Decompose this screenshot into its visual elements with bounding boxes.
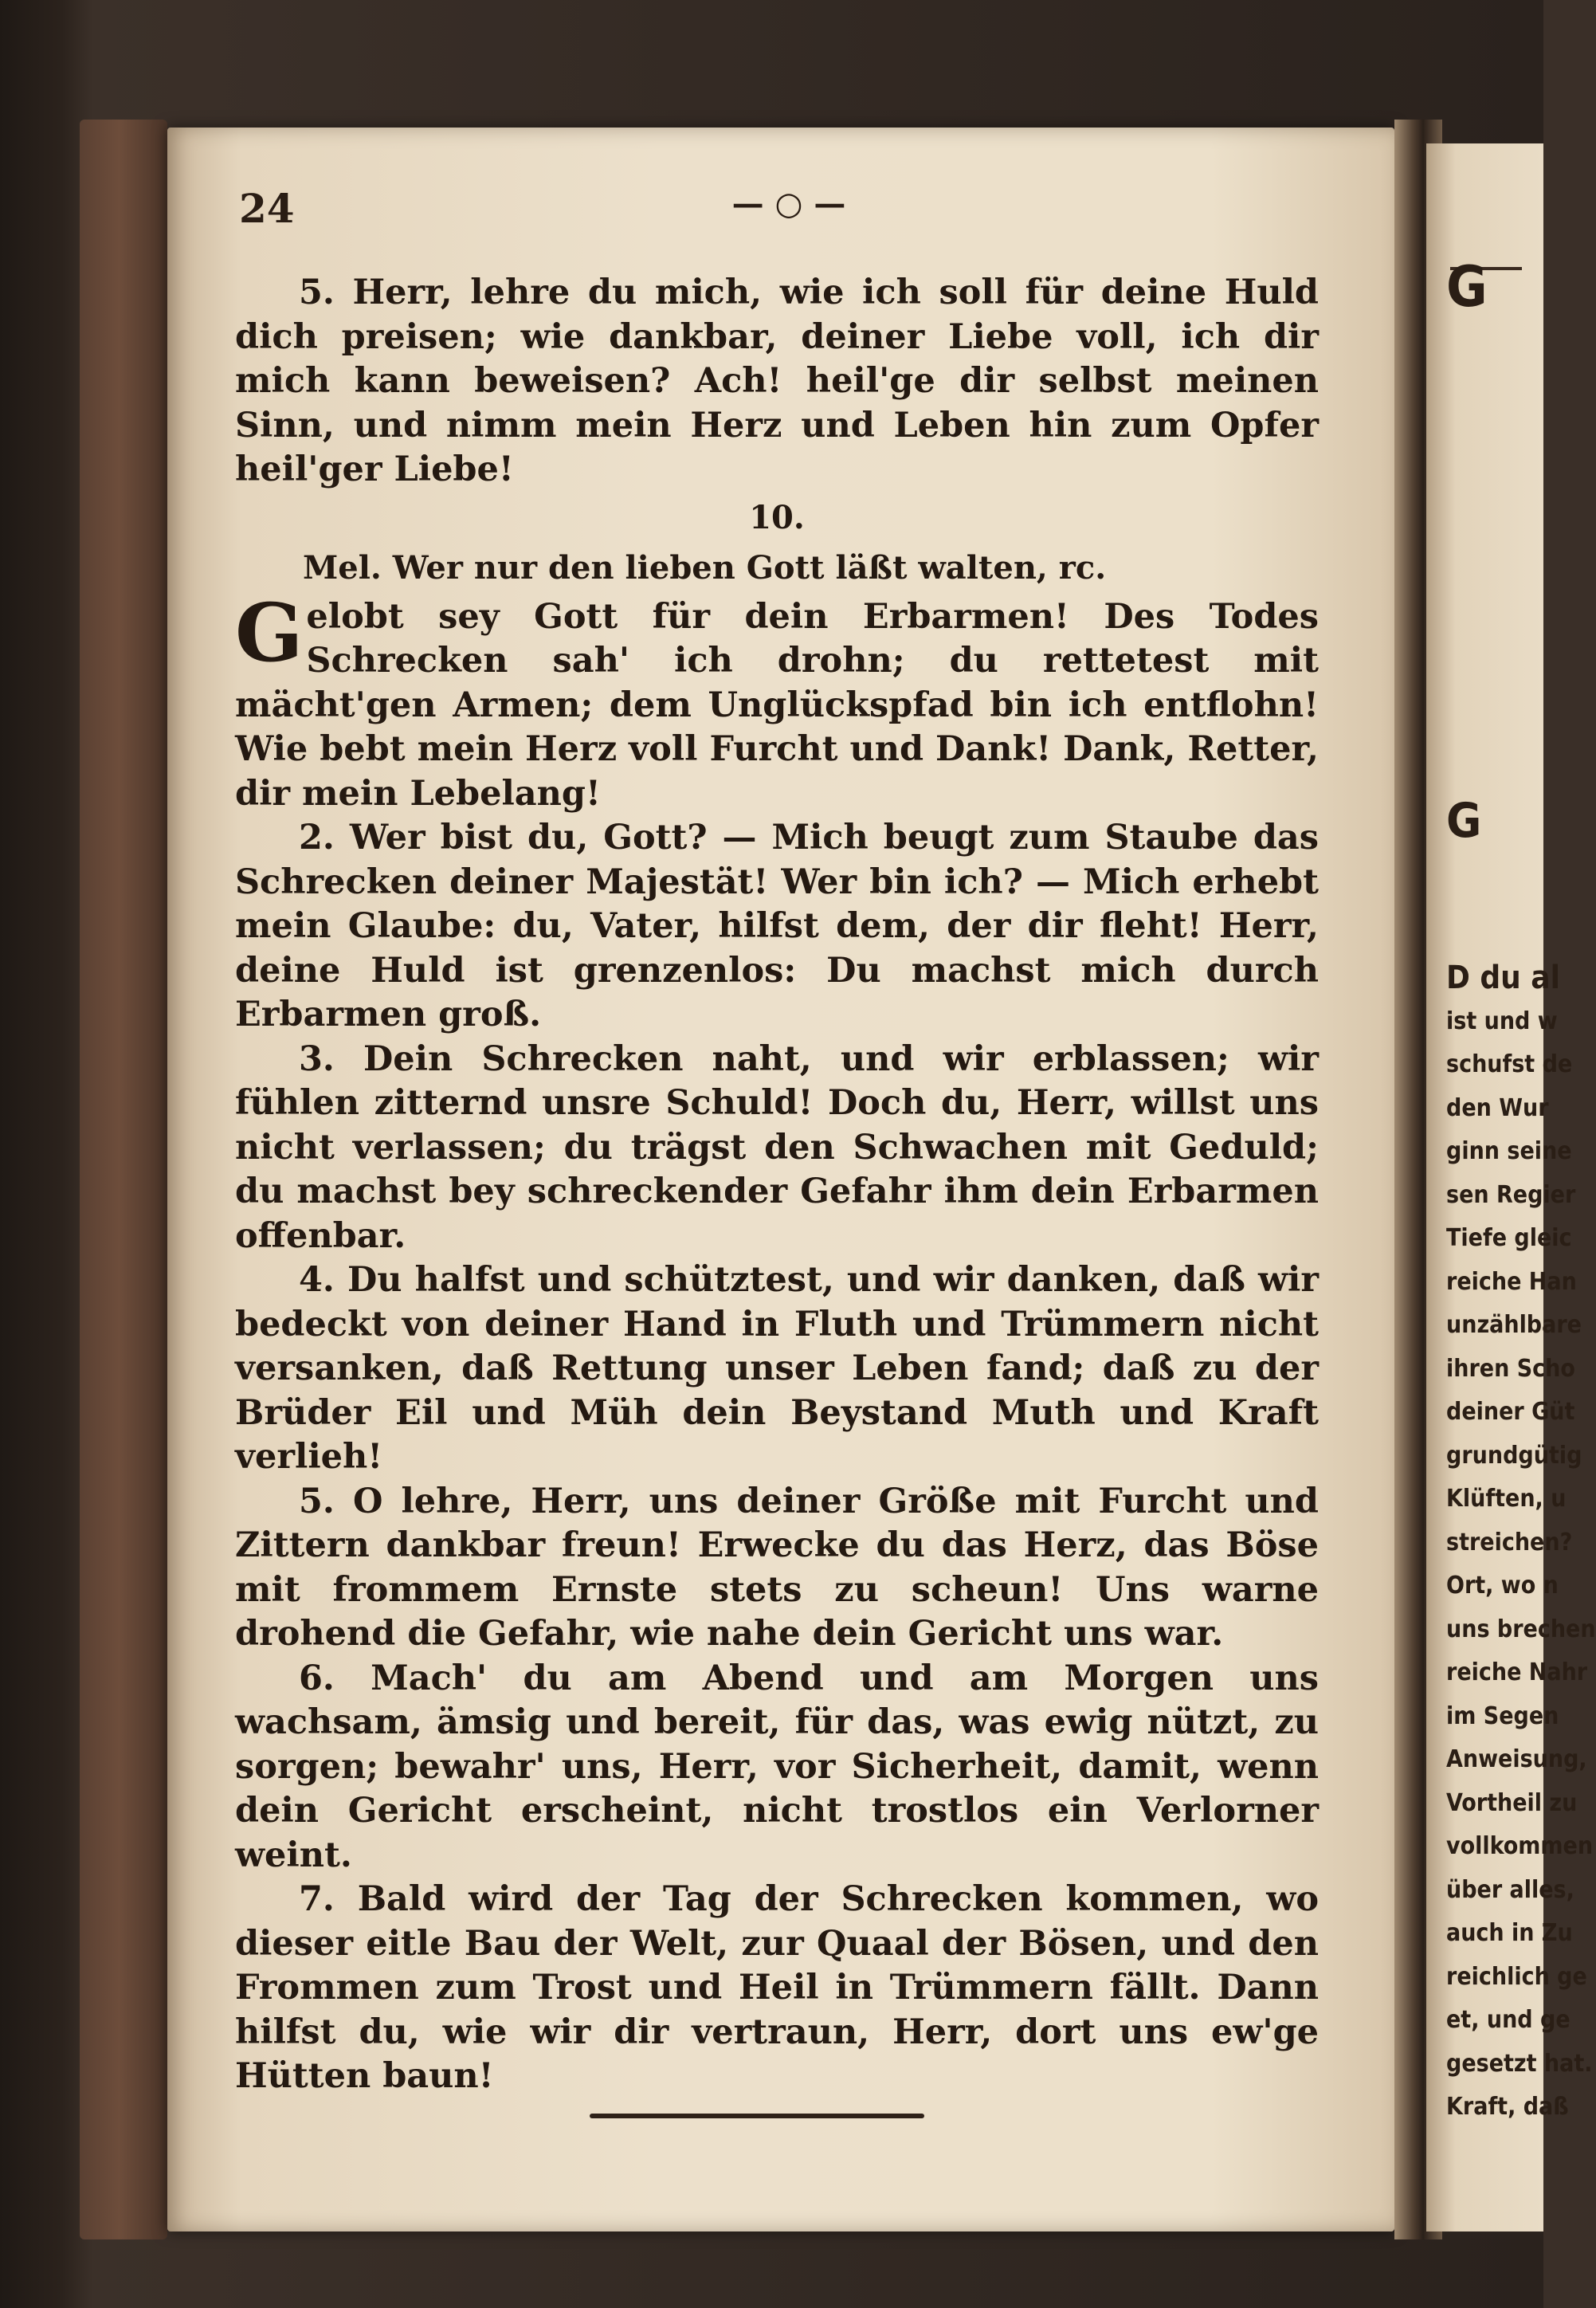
verse-2: 2. Wer bist du, Gott? — Mich beugt zum Staube das Schrecken deiner Majestät! Wer bin ich? — Mich erhebt mein Glaube: du, Vater, hilfst dem, der dir fleht! Herr, deine Huld ist grenzenlos: Du machst mich durch Erbarmen groß. — [235, 818, 1319, 1034]
facing-line: reiche Nahr — [1446, 1658, 1588, 1686]
end-rule — [590, 2114, 924, 2118]
verse-1: Gelobt sey Gott für dein Erbarmen! Des Todes Schrecken sah' ich drohn; du rettetest mit mächt'gen Armen; dem Unglückspfad bin ich entflohn! Wie bebt mein Herz voll Furcht und Dank! Dank, Retter, dir mein Lebelang! — [235, 585, 1319, 814]
hymn-number: 10. — [749, 498, 805, 536]
facing-line: reiche Han — [1446, 1267, 1577, 1296]
facing-line: uns brechen — [1446, 1615, 1596, 1643]
verse-5: 5. O lehre, Herr, uns deiner Größe mit Furcht und Zittern dankbar freun! Erwecke du das Herz, das Böse mit frommem Ernste stets zu scheun! Uns warne drohend die Gefahr, wie nahe dein Gericht uns war. — [235, 1481, 1319, 1654]
facing-line: grundgütig — [1446, 1441, 1582, 1470]
facing-line: deiner Güt — [1446, 1398, 1575, 1426]
facing-line: ist und w — [1446, 1007, 1558, 1035]
facing-line: Ort, wo n — [1446, 1572, 1559, 1600]
page-header — [239, 185, 1315, 241]
facing-line: vollkommen — [1446, 1832, 1594, 1860]
page-number: 24 — [239, 185, 295, 232]
facing-line: schufst de — [1446, 1050, 1573, 1078]
facing-line: G — [1446, 793, 1482, 849]
facing-line: im Segen — [1446, 1702, 1559, 1730]
facing-line: über alles, — [1446, 1875, 1574, 1904]
facing-line: unzählbare — [1446, 1311, 1582, 1339]
facing-line: Anweisung, — [1446, 1745, 1587, 1773]
facing-line: Vortheil zu — [1446, 1788, 1578, 1817]
facing-line: D du al — [1446, 960, 1560, 996]
facing-line: streichen? — [1446, 1528, 1573, 1556]
facing-line: sen Regier — [1446, 1180, 1576, 1209]
book-cover-edge — [80, 120, 167, 2239]
facing-line: G — [1446, 254, 1488, 320]
facing-line: ginn seine — [1446, 1137, 1572, 1165]
header-ornament: — ○ — — [731, 185, 846, 222]
facing-line: Kraft, daß — [1446, 2093, 1569, 2121]
facing-line: Tiefe gleic — [1446, 1224, 1572, 1252]
verse-3: 3. Dein Schrecken naht, und wir erblassen; wir fühlen zitternd unsre Schuld! Doch du, Herr, willst uns nicht verlassen; du trägst den Schwachen mit Geduld; du machst bey schreckender Gefahr ihm dein Erbarmen offenbar. — [235, 1038, 1319, 1256]
facing-line: ihren Scho — [1446, 1354, 1575, 1383]
facing-line: et, und ge — [1446, 2006, 1571, 2034]
verse-4: 4. Du halfst und schütztest, und wir danken, daß wir bedeckt von deiner Hand in Fluth und Trümmern nicht versanken, daß Rettung unser Leben fand; daß zu der Brüder Eil und Müh dein Beystand Muth und Kraft verlieh! — [235, 1260, 1319, 1477]
verse-prev-5: 5. Herr, lehre du mich, wie ich soll für deine Huld dich preisen; wie dankbar, deiner Liebe voll, ich dir mich kann beweisen? Ach! heil'ge dir selbst meinen Sinn, und nimm mein Herz und Leben hin zum Opfer heil'ger Liebe! — [235, 273, 1319, 489]
facing-line: Klüften, u — [1446, 1485, 1567, 1513]
facing-line: reichlich ge — [1446, 1962, 1587, 1991]
verse-6: 6. Mach' du am Abend und am Morgen uns wachsam, ämsig und bereit, für das, was ewig nützt, zu sorgen; bewahr' uns, Herr, vor Sicherheit, damit, wenn dein Gericht erscheint, nicht trostlos ein Verlorner weint. — [235, 1658, 1319, 1875]
verse-7: 7. Bald wird der Tag der Schrecken kommen, wo dieser eitle Bau der Welt, zur Quaal der Bösen, und den Frommen zum Trost und Heil in Trümmern fällt. Dann hilfst du, wie wir dir vertraun, Herr, dort uns ew'ge Hütten baun! — [235, 1879, 1319, 2096]
facing-line: gesetzt hat. — [1446, 2049, 1593, 2078]
facing-line: den Wur — [1446, 1093, 1549, 1122]
facing-page-text — [1446, 239, 1596, 2129]
hymn-text — [235, 271, 1319, 2099]
melody-line: Mel. Wer nur den lieben Gott läßt walten, rc. — [303, 549, 1107, 587]
facing-line: auch in Zu — [1446, 1919, 1573, 1947]
